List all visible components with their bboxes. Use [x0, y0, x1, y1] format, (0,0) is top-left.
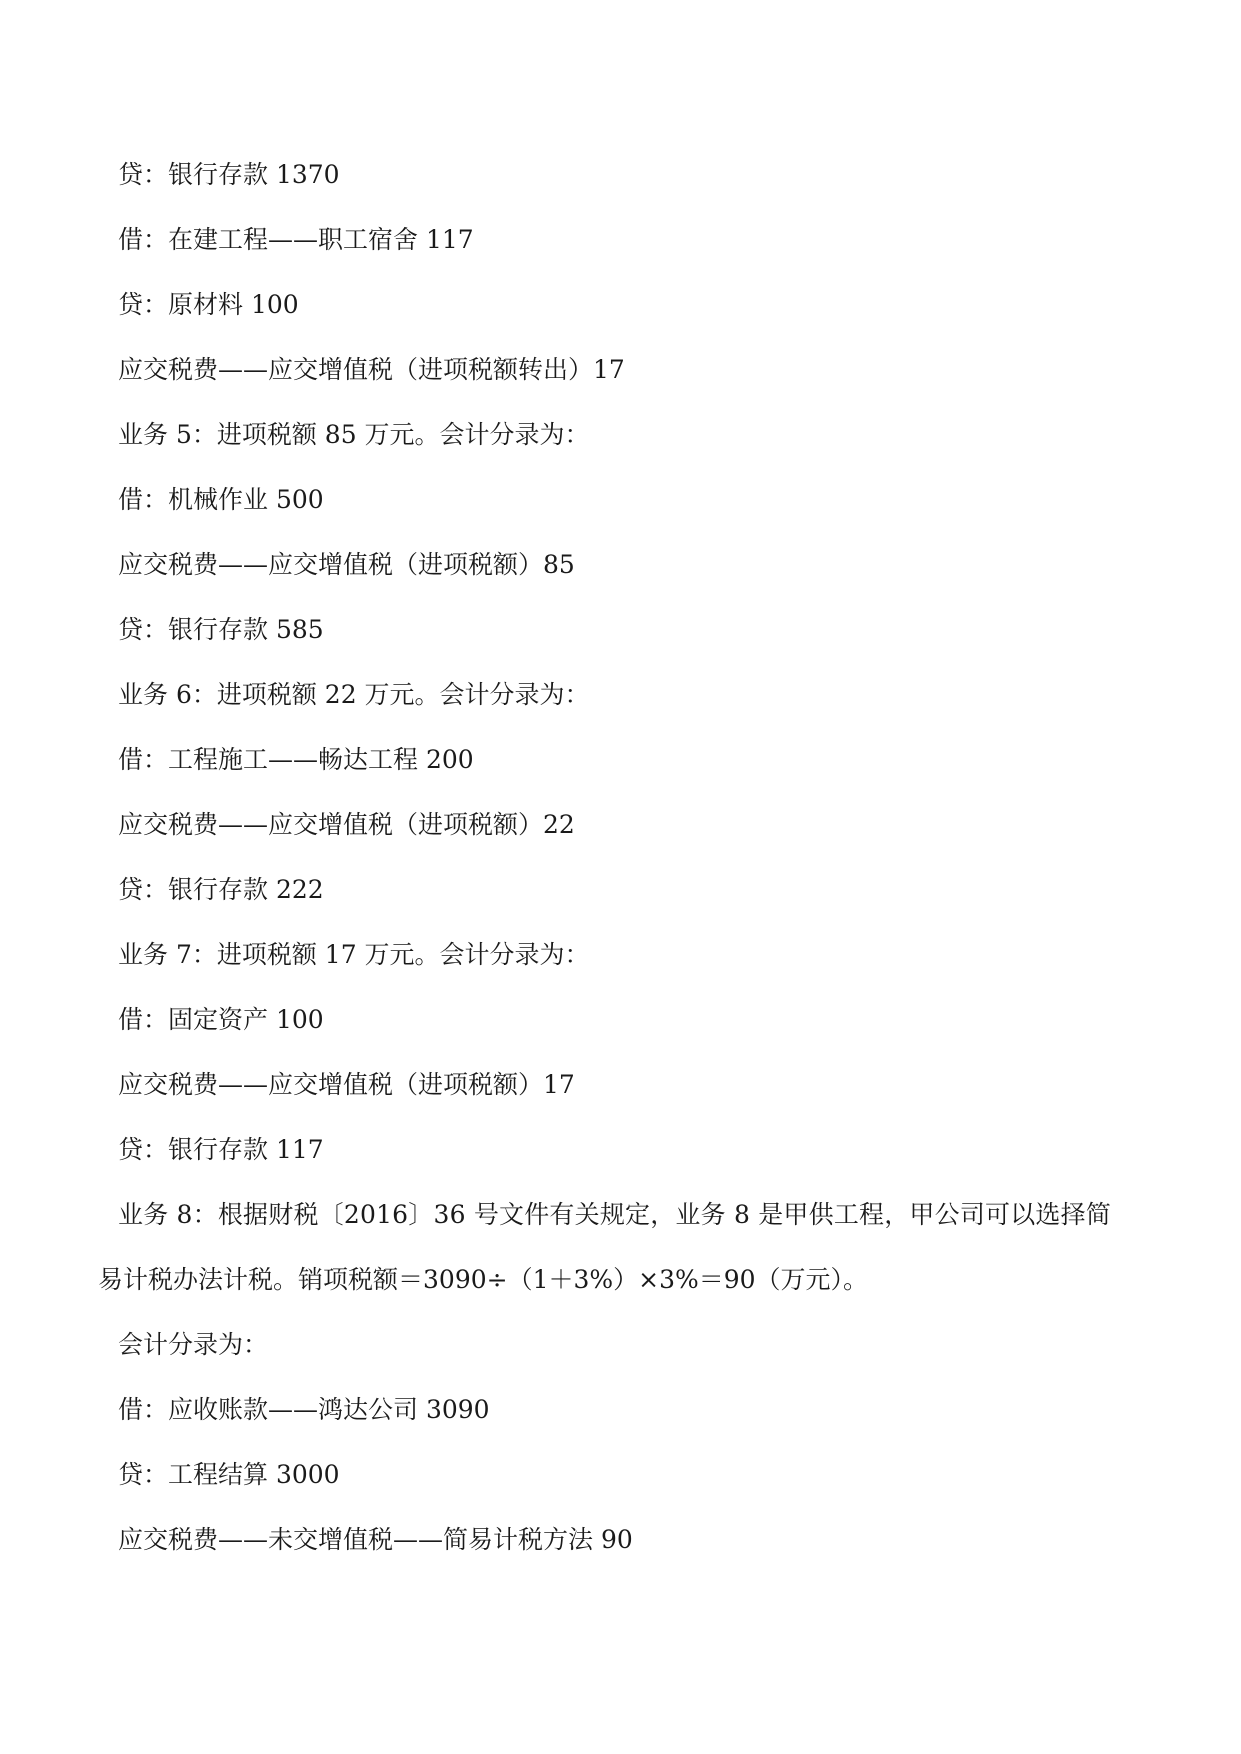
- business-8-paragraph: 业务 8：根据财税〔2016〕36 号文件有关规定，业务 8 是甲供工程，甲公司可以选择简: [118, 1200, 1112, 1229]
- document-body: [98, 158, 1148, 1588]
- entry-line: 贷：原材料 100: [118, 290, 299, 319]
- entry-line: 贷：银行存款 1370: [118, 160, 340, 189]
- business-heading: 业务 5：进项税额 85 万元。会计分录为：: [118, 420, 590, 449]
- business-heading: 业务 6：进项税额 22 万元。会计分录为：: [118, 680, 590, 709]
- entry-heading: 会计分录为：: [118, 1330, 269, 1359]
- business-8-paragraph-continuation: 易计税办法计税。销项税额＝3090÷（1＋3%）×3%＝90（万元）。: [98, 1265, 869, 1294]
- entry-line: 应交税费——应交增值税（进项税额）17: [118, 1070, 575, 1099]
- entry-line: 贷：银行存款 222: [118, 875, 324, 904]
- entry-line: 借：固定资产 100: [118, 1005, 324, 1034]
- entry-line: 借：工程施工——畅达工程 200: [118, 745, 474, 774]
- entry-line: 应交税费——应交增值税（进项税额）85: [118, 550, 575, 579]
- entry-line: 应交税费——未交增值税——简易计税方法 90: [118, 1525, 633, 1554]
- entry-line: 借：应收账款——鸿达公司 3090: [118, 1395, 490, 1424]
- entry-line: 借：机械作业 500: [118, 485, 324, 514]
- entry-line: 贷：银行存款 585: [118, 615, 324, 644]
- entry-line: 贷：工程结算 3000: [118, 1460, 340, 1489]
- entry-line: 应交税费——应交增值税（进项税额）22: [118, 810, 575, 839]
- business-heading: 业务 7：进项税额 17 万元。会计分录为：: [118, 940, 590, 969]
- entry-line: 贷：银行存款 117: [118, 1135, 324, 1164]
- entry-line: 借：在建工程——职工宿舍 117: [118, 225, 474, 254]
- entry-line: 应交税费——应交增值税（进项税额转出）17: [118, 355, 625, 384]
